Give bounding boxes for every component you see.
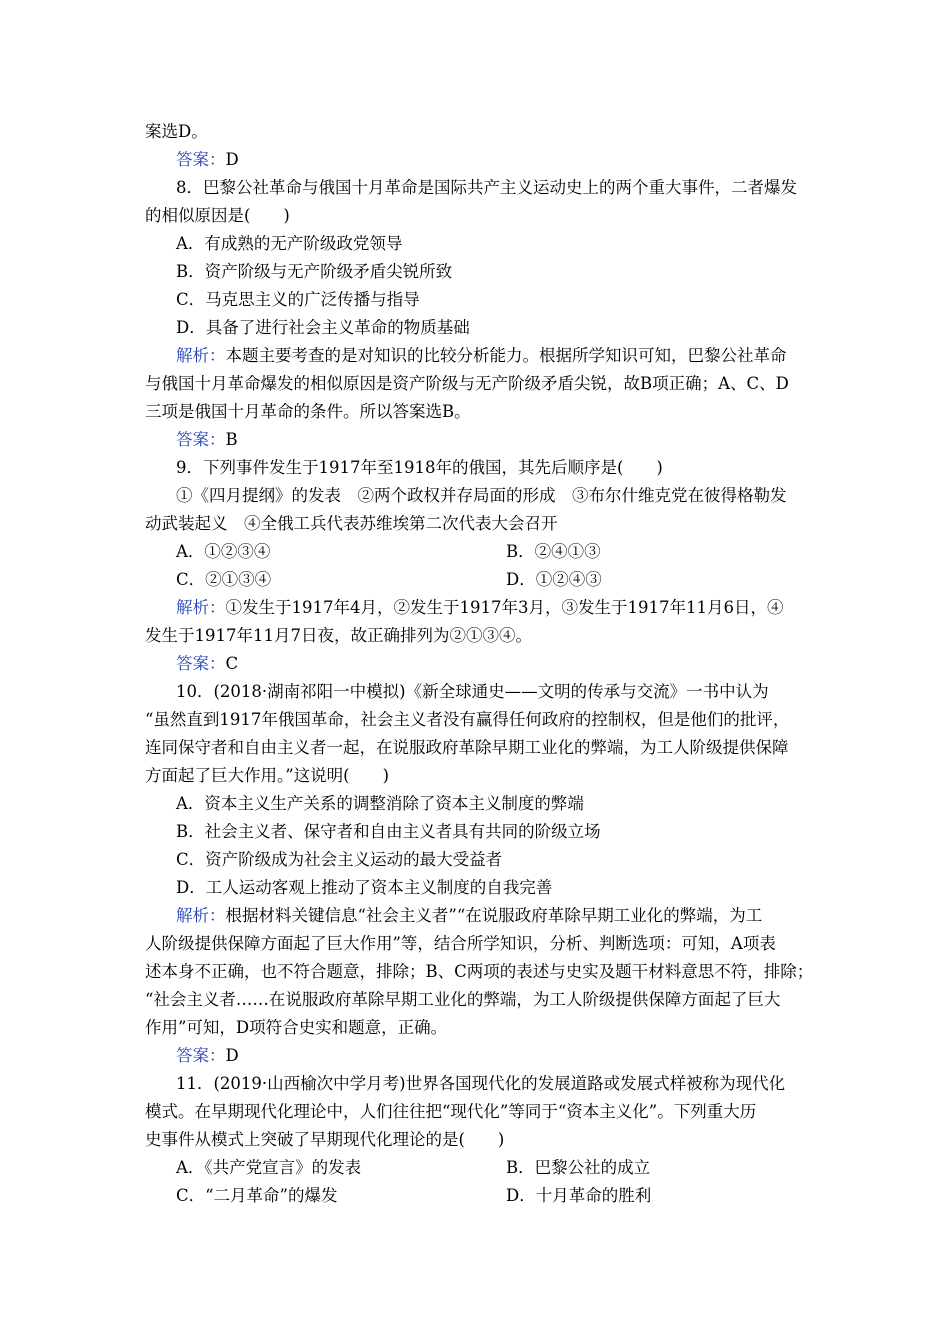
analysis-label: 解析：: [176, 906, 226, 925]
q9-stem: 9．下列事件发生于1917年至1918年的俄国，其先后顺序是( ): [176, 458, 663, 477]
q10-stem-line-3: 连同保守者和自由主义者一起，在说服政府革除早期工业化的弊端，为工人阶级提供保障: [145, 738, 789, 757]
analysis-text: 根据材料关键信息“社会主义者”“在说服政府革除早期工业化的弊端，为工: [225, 906, 763, 925]
q10-stem-line-1: 10．(2018·湖南祁阳一中模拟)《新全球通史——文明的传承与交流》一书中认为: [176, 682, 769, 701]
q8-answer: [176, 426, 238, 454]
q9-option-b: B．②④①③: [506, 542, 601, 561]
q8-stem-line-1: 8．巴黎公社革命与俄国十月革命是国际共产主义运动史上的两个重大事件，二者爆发: [176, 178, 797, 197]
answer-value: B: [225, 430, 238, 449]
q11-option-c: C．“二月革命”的爆发: [176, 1186, 338, 1205]
q9-events-line-1: ①《四月提纲》的发表 ②两个政权并存局面的形成 ③布尔什维克党在彼得格勒发: [176, 486, 787, 505]
q10-analysis-line-4: “社会主义者……在说服政府革除早期工业化的弊端，为工人阶级提供保障方面起了巨大: [145, 990, 781, 1009]
q11-option-a: A．《共产党宣言》的发表: [176, 1158, 362, 1177]
answer-label: 答案：: [176, 654, 226, 673]
q8-analysis-line-3: 三项是俄国十月革命的条件。所以答案选B。: [145, 402, 471, 421]
q11-option-b: B．巴黎公社的成立: [506, 1158, 651, 1177]
q10-option-a: A．资本主义生产关系的调整消除了资本主义制度的弊端: [176, 794, 584, 813]
answer-label: 答案：: [176, 430, 226, 449]
q10-stem-line-2: “虽然直到1917年俄国革命，社会主义者没有赢得任何政府的控制权，但是他们的批评，: [145, 710, 790, 729]
q9-analysis-line-2: 发生于1917年11月7日夜，故正确排列为②①③④。: [145, 626, 532, 645]
answer-value: D: [225, 1046, 239, 1065]
q10-analysis-line-1: [176, 902, 762, 930]
q10-answer: [176, 1042, 239, 1070]
q10-analysis-line-2: 人阶级提供保障方面起了巨大作用”等，结合所学知识，分析、判断选项：可知，A项表: [145, 934, 776, 953]
q11-stem-line-1: 11．(2019·山西榆次中学月考)世界各国现代化的发展道路或发展式样被称为现代化: [176, 1074, 786, 1093]
q9-option-a: A．①②③④: [176, 542, 271, 561]
q8-stem-line-2: 的相似原因是( ): [145, 206, 290, 225]
q9-events-line-2: 动武装起义 ④全俄工兵代表苏维埃第二次代表大会召开: [145, 514, 558, 533]
q9-answer: [176, 650, 238, 678]
q8-option-b: B．资产阶级与无产阶级矛盾尖锐所致: [176, 262, 453, 281]
q10-option-b: B．社会主义者、保守者和自由主义者具有共同的阶级立场: [176, 822, 601, 841]
q9-option-c: C．②①③④: [176, 570, 272, 589]
q10-analysis-line-3: 述本身不正确，也不符合题意，排除；B、C两项的表述与史实及题干材料意思不符，排除；: [145, 962, 814, 981]
analysis-text: ①发生于1917年4月，②发生于1917年3月，③发生于1917年11月6日，④: [225, 598, 784, 617]
answer-label: 答案：: [176, 150, 226, 169]
q8-option-a: A．有成熟的无产阶级政党领导: [176, 234, 403, 253]
analysis-label: 解析：: [176, 346, 226, 365]
answer-value: D: [225, 150, 239, 169]
q10-analysis-line-5: 作用”可知，D项符合史实和题意，正确。: [145, 1018, 448, 1037]
q10-stem-line-4: 方面起了巨大作用。”这说明( ): [145, 766, 390, 785]
q11-option-d: D．十月革命的胜利: [506, 1186, 652, 1205]
analysis-label: 解析：: [176, 598, 226, 617]
answer-label: 答案：: [176, 1046, 226, 1065]
q8-analysis-line-2: 与俄国十月革命爆发的相似原因是资产阶级与无产阶级矛盾尖锐，故B项正确；A、C、D: [145, 374, 789, 393]
prev-analysis-tail: 案选D。: [145, 122, 208, 141]
q10-option-d: D．工人运动客观上推动了资本主义制度的自我完善: [176, 878, 553, 897]
q11-stem-line-3: 史事件从模式上突破了早期现代化理论的是( ): [145, 1130, 505, 1149]
q9-option-d: D．①②④③: [506, 570, 602, 589]
q11-stem-line-2: 模式。在早期现代化理论中，人们往往把“现代化”等同于“资本主义化”。下列重大历: [145, 1102, 757, 1121]
analysis-text: 本题主要考查的是对知识的比较分析能力。根据所学知识可知，巴黎公社革命: [225, 346, 787, 365]
q8-option-c: C．马克思主义的广泛传播与指导: [176, 290, 420, 309]
q10-option-c: C．资产阶级成为社会主义运动的最大受益者: [176, 850, 503, 869]
answer-value: C: [225, 654, 239, 673]
q7-answer: [176, 146, 239, 174]
q8-option-d: D．具备了进行社会主义革命的物质基础: [176, 318, 470, 337]
q9-analysis-line-1: [176, 594, 783, 622]
q8-analysis-line-1: [176, 342, 787, 370]
